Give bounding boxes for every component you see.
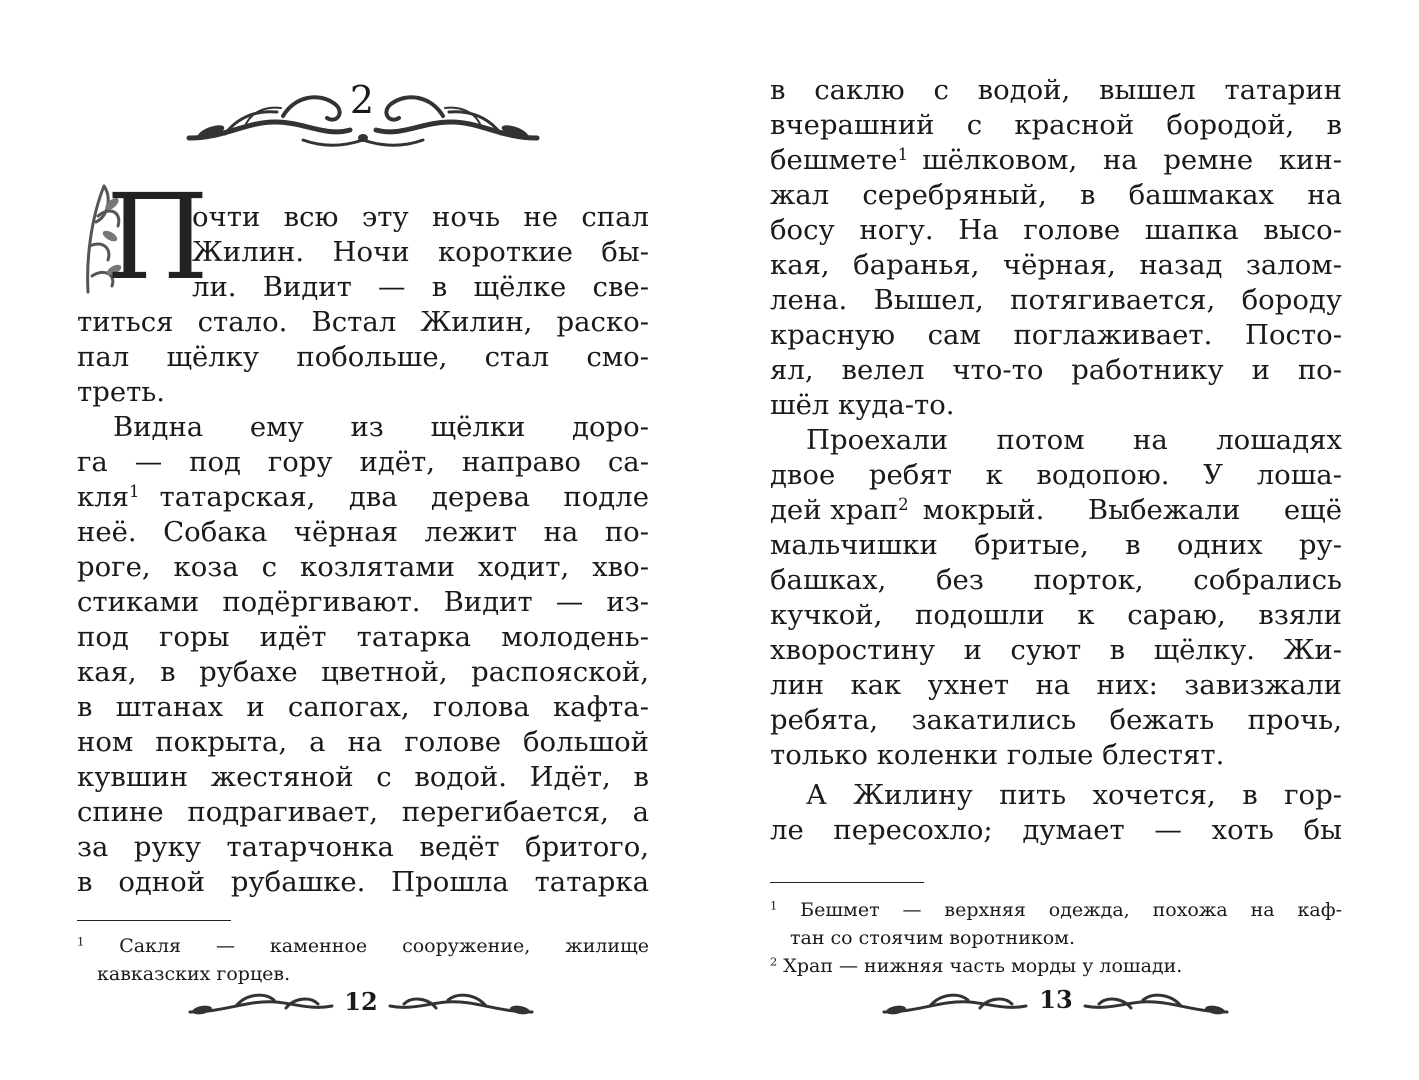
text-line: титься стало. Встал Жилин, раско- bbox=[77, 306, 649, 338]
footer-ornament-left bbox=[186, 988, 336, 1022]
text-line: кувшин жестяной с водой. Идёт, в bbox=[77, 761, 649, 793]
text-line: Жилин. Ночи короткие бы- bbox=[192, 236, 649, 268]
text-line: га — под гору идёт, направо са- bbox=[77, 446, 649, 478]
text-line: в штанах и сапогах, голова кафта- bbox=[77, 691, 649, 723]
chapter-number: 2 bbox=[349, 78, 375, 122]
text-line: роге, коза с козлятами ходит, хво- bbox=[77, 551, 649, 583]
text-line: спине подрагивает, перегибается, а bbox=[77, 796, 649, 828]
text-line: стиками подёргивают. Видит — из- bbox=[77, 586, 649, 618]
drop-cap-letter: П bbox=[106, 168, 209, 306]
footnote-line bbox=[770, 896, 1342, 924]
text-line: красную сам поглаживает. Посто- bbox=[770, 319, 1342, 351]
text-line-with-footnote bbox=[77, 479, 649, 515]
footnote-mark: 1 bbox=[77, 934, 85, 949]
footer-ornament-right bbox=[1081, 988, 1231, 1022]
text-line: треть. bbox=[77, 376, 166, 408]
text-line: неё. Собака чёрная лежит на по- bbox=[77, 516, 649, 548]
text-line: ял, велел что-то работнику и по- bbox=[770, 354, 1342, 386]
text-fragment: бешмете bbox=[770, 144, 898, 176]
text-line: ребята, закатились бежать прочь, bbox=[770, 704, 1342, 736]
text-line: вчерашний с красной бородой, в bbox=[770, 109, 1342, 141]
text-line: двое ребят к водопою. У лоша- bbox=[770, 459, 1342, 491]
footer-ornament-right bbox=[386, 988, 536, 1022]
page-number: 12 bbox=[344, 987, 378, 1016]
text-line: мальчишки бритые, в одних ру- bbox=[770, 529, 1342, 561]
footnote-line: кавказских горцев. bbox=[97, 963, 291, 985]
text-line: шёл куда-то. bbox=[770, 389, 955, 421]
footnote-rule bbox=[770, 882, 924, 883]
footnote-text: Храп — нижняя часть морды у лошади. bbox=[783, 955, 1183, 977]
text-line: Видна ему из щёлки доро- bbox=[113, 411, 649, 443]
text-line: под горы идёт татарка молодень- bbox=[77, 621, 649, 653]
footnote-rule bbox=[77, 920, 231, 921]
footnote-line bbox=[770, 952, 1342, 980]
footnote-mark: 1 bbox=[770, 898, 778, 913]
text-fragment: мокрый. Выбежали ещё bbox=[922, 494, 1342, 526]
text-line: босу ногу. На голове шапка высо- bbox=[770, 214, 1342, 246]
text-line: ле пересохло; думает — хоть бы bbox=[770, 814, 1342, 846]
text-line: хворостину и суют в щёлку. Жи- bbox=[770, 634, 1342, 666]
text-line: кая, баранья, чёрная, назад залом- bbox=[770, 249, 1342, 281]
footer-ornament-left bbox=[880, 988, 1030, 1022]
text-line: в саклю с водой, вышел татарин bbox=[770, 74, 1342, 106]
text-line: кая, в рубахе цветной, распояской, bbox=[77, 656, 649, 688]
text-line: А Жилину пить хочется, в гор- bbox=[806, 779, 1342, 811]
text-line-with-footnote bbox=[770, 142, 1342, 178]
footnote-mark: 2 bbox=[898, 494, 909, 514]
text-line: очти всю эту ночь не спал bbox=[192, 201, 649, 233]
footnote-mark: 1 bbox=[129, 481, 140, 501]
footnote-mark: 2 bbox=[770, 954, 778, 969]
text-fragment: кля bbox=[77, 481, 130, 513]
text-line: ли. Видит — в щёлке све- bbox=[192, 271, 649, 303]
text-line-with-footnote bbox=[770, 492, 1342, 528]
footnote-mark: 1 bbox=[897, 144, 909, 164]
page-number: 13 bbox=[1039, 985, 1073, 1014]
text-line: пал щёлку побольше, стал смо- bbox=[77, 341, 649, 373]
text-line: кучкой, подошли к сараю, взяли bbox=[770, 599, 1342, 631]
text-fragment: дей храп bbox=[770, 494, 899, 526]
left-page bbox=[0, 0, 709, 1080]
text-line: лена. Вышел, потягивается, бороду bbox=[770, 284, 1342, 316]
text-line: в одной рубашке. Прошла татарка bbox=[77, 866, 649, 898]
text-line: башках, без порток, собрались bbox=[770, 564, 1342, 596]
text-fragment: татарская, два дерева подле bbox=[159, 481, 649, 513]
text-line: жал серебряный, в башмаках на bbox=[770, 179, 1342, 211]
footnote-line: тан со стоячим воротником. bbox=[790, 927, 1075, 949]
footnote-text: Бешмет — верхняя одежда, похожа на каф- bbox=[800, 899, 1342, 921]
footnote-text: Сакля — каменное сооружение, жилище bbox=[119, 935, 649, 957]
right-page bbox=[709, 0, 1419, 1080]
text-line: Проехали потом на лошадях bbox=[806, 424, 1342, 456]
text-line: за руку татарчонка ведёт бритого, bbox=[77, 831, 649, 863]
text-line: ном покрыта, а на голове большой bbox=[77, 726, 649, 758]
text-line: лин как ухнет на них: завизжали bbox=[770, 669, 1342, 701]
text-fragment: шёлковом, на ремне кин- bbox=[922, 144, 1342, 176]
text-line: только коленки голые блестят. bbox=[770, 739, 1225, 771]
footnote-line bbox=[77, 932, 649, 960]
